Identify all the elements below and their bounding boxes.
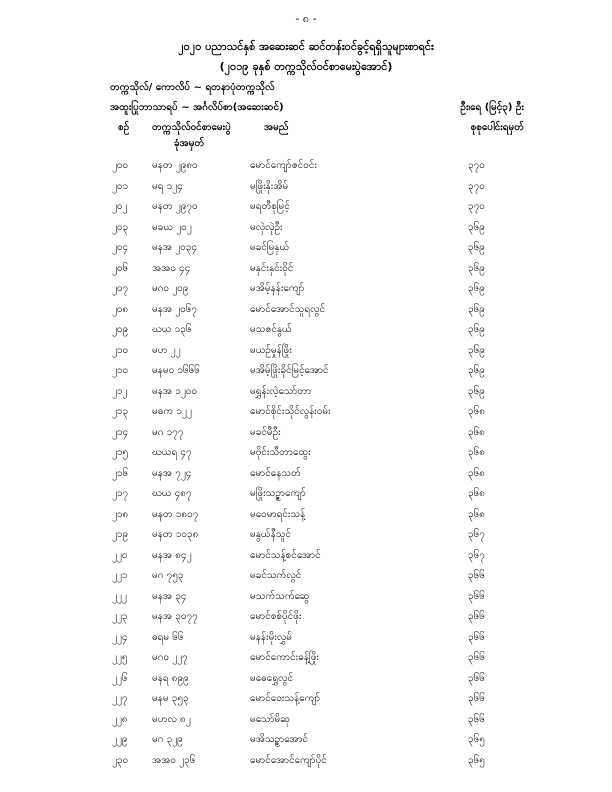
row-number: ၂၁၀ <box>112 344 129 356</box>
row-number: ၂၀၀ <box>112 160 129 171</box>
row-number: ၂၀၆ <box>112 262 129 274</box>
registration-number: ဃယရ ၄၇ <box>152 447 192 458</box>
total-score: ၃၆၅ <box>468 754 485 766</box>
total-score: ၃၆၇ <box>468 529 485 540</box>
student-name: မောင်သန့်စင်အောင် <box>250 549 321 561</box>
registration-number: အအ၀ ၂၃၆ <box>152 754 196 766</box>
total-score: ၃၆၆ <box>468 672 485 684</box>
registration-number: မဂ ၁၇၇ <box>152 426 184 438</box>
table-row <box>0 445 612 466</box>
registration-number: မရ ၁၂၄ <box>152 180 183 192</box>
registration-number: မနအ ၈၄၂ <box>152 549 192 561</box>
total-score: ၃၆၉ <box>468 344 485 356</box>
total-score: ၃၆၉ <box>468 242 485 253</box>
total-score: ၃၇၀ <box>468 180 485 192</box>
row-number: ၂၂၅ <box>112 652 128 663</box>
table-row <box>0 302 612 323</box>
results-table <box>0 158 612 773</box>
table-row <box>0 261 612 282</box>
total-score: ၃၆၆ <box>468 693 485 704</box>
student-name: မဖြိုးနိုးအိမ် <box>250 180 289 192</box>
table-row <box>0 384 612 405</box>
table-row <box>0 732 612 753</box>
total-score: ၃၆၈ <box>468 447 485 458</box>
registration-number: မဓက ၁၂၂ <box>152 406 192 417</box>
table-row <box>0 527 612 548</box>
student-name: မအိမ့်ဖြိုးခိုင်မြင့်အောင် <box>250 365 329 376</box>
row-number: ၂၁၅ <box>112 447 129 458</box>
student-name: မယဉ်မှုန်ဖြိုး <box>250 344 292 356</box>
total-score: ၃၆၉ <box>468 324 485 335</box>
registration-number: မဟလ ၈၂ <box>152 713 191 725</box>
registration-number: မနရ ၈၉၉ <box>152 672 189 684</box>
table-row <box>0 609 612 630</box>
student-name: မအိမ့်နန်းကျော် <box>250 283 305 294</box>
row-number: ၂၀၇ <box>112 283 129 294</box>
table-row <box>0 630 612 651</box>
row-number: ၂၀၄ <box>112 242 129 253</box>
registration-number: အအ၀ ၄၄ <box>152 262 191 274</box>
registration-number: မနအ ၁၂၀၀ <box>152 385 198 397</box>
student-name: မောင်နေသတ် <box>250 467 301 479</box>
total-score: ၃၆၉ <box>468 303 485 315</box>
student-name: မခင်သက်လွင် <box>250 570 302 581</box>
document-subtitle: (၂၀၁၉ ခုနှစ် တက္ကသိုလ်ဝင်စာမေးပွဲအောင်) <box>219 60 393 73</box>
registration-number: ဓရမ ၆၆ <box>152 631 184 643</box>
row-number: ၂၂၆ <box>112 672 128 684</box>
table-row <box>0 158 612 179</box>
table-row <box>0 568 612 589</box>
total-score: ၃၆၆ <box>468 611 485 622</box>
registration-number: မနအ ၂၀၆၇ <box>152 303 198 315</box>
table-row <box>0 179 612 200</box>
registration-number: မနအ ၂၀၃၄ <box>152 242 198 253</box>
registration-number: မခယ ၂၀၂ <box>152 221 192 233</box>
table-row <box>0 199 612 220</box>
registration-number: မဂ၀ ၂၂၇ <box>152 652 188 663</box>
student-name: မောင်စစ်ပိုင်ဖိုး <box>250 611 302 622</box>
row-number: ၂၀၂ <box>112 201 128 212</box>
student-name: မခင်မြနှယ် <box>250 242 290 253</box>
registration-number: မဂ ၃၂၉ <box>152 734 183 745</box>
row-number: ၂၁၉ <box>112 529 129 540</box>
student-name: မဖြိုးသဉ္ဇာကျော် <box>250 488 306 499</box>
student-name: မရွှန်းလဲ့သော်တာ <box>250 385 312 397</box>
table-row <box>0 548 612 569</box>
table-row <box>0 507 612 528</box>
table-row <box>0 363 612 384</box>
row-number: ၂၂၉ <box>112 734 128 745</box>
row-number: ၂၁၄ <box>112 426 129 438</box>
total-score: ၃၆၈ <box>468 467 485 479</box>
row-number: ၂၂၈ <box>112 713 128 725</box>
registration-number: ဃယ ၁၃၆ <box>152 324 192 335</box>
total-score: ၃၆၉ <box>468 385 485 397</box>
table-row <box>0 691 612 712</box>
student-name: မခင်မီဦး <box>250 426 281 438</box>
student-name: မသော်မိဆု <box>250 713 290 725</box>
total-score: ၃၆၆ <box>468 590 485 602</box>
total-score: ၃၇၀ <box>468 201 485 212</box>
student-name: မဝေမာရင်းသန့် <box>250 508 306 520</box>
row-number: ၂၃၀ <box>112 754 129 766</box>
row-number: ၂၂၇ <box>112 693 128 704</box>
row-number: ၂၁၃ <box>112 406 129 417</box>
table-row <box>0 589 612 610</box>
total-score: ၃၆၈ <box>468 406 485 417</box>
registration-number: မနတ ၂၉၈၀ <box>152 160 198 171</box>
row-number: ၂၂၂ <box>112 590 127 602</box>
student-name: မသဇင်နွယ် <box>250 324 292 335</box>
row-number: ၂၀၉ <box>112 324 129 335</box>
column-header-score: စုစုပေါင်းရမှတ် <box>470 122 524 133</box>
row-number: ၂၁၇ <box>112 488 129 499</box>
registration-number: မနအ ၃၀၇၇ <box>152 611 198 622</box>
registration-number: ဃယ ၄၈၇ <box>152 488 192 499</box>
row-number: ၂၀၈ <box>112 303 129 315</box>
table-row <box>0 712 612 733</box>
registration-number: မနအ ၃၄ <box>152 590 187 602</box>
major-line: အထူးပြုဘာသာရပ် ~ အင်္ဂလိပ်စာ(အဆေးဆင်) <box>110 102 284 113</box>
document-title: ၂၀၂၀ ပညာသင်နှစ် အဆေးဆင် ဆင်တန်းဝင်ခွင့်ရရှိသူများစာရင်း <box>178 40 434 53</box>
table-row <box>0 240 612 261</box>
total-score: ၃၆၈ <box>468 488 485 499</box>
registration-number: မဟ ၂၂ <box>152 344 181 356</box>
student-name: မောင်ကောင်းခန့်ဖြိုး <box>250 652 319 663</box>
student-name: မနှင်းနှင်းဝိုင် <box>250 262 294 274</box>
table-row <box>0 220 612 241</box>
student-name: မဓေရွှေလွင် <box>250 672 294 684</box>
row-number: ၂၁၀ <box>112 365 129 376</box>
student-name: မနွယ်နီသူင် <box>250 529 291 540</box>
table-row <box>0 650 612 671</box>
total-score: ၃၆၅ <box>468 734 485 745</box>
total-score: ၃၆၉ <box>468 365 485 376</box>
student-name: မလှဲလှဲဦး <box>250 221 283 233</box>
total-score: ၃၆၆ <box>468 570 485 581</box>
university-line: တက္ကသိုလ်/ ကောလိပ် ~ ရတနာပုံတက္ကသိုလ် <box>110 82 275 93</box>
table-row <box>0 281 612 302</box>
total-score: ၃၆၉ <box>468 283 485 294</box>
total-score: ၃၆၈ <box>468 508 485 520</box>
table-row <box>0 753 612 774</box>
student-name: မောင်အောင်ကျော်ပိုင် <box>250 754 327 766</box>
column-header-registration-sub: ခုံအမှတ် <box>174 138 205 149</box>
row-number: ၂၀၁ <box>112 180 129 192</box>
table-row <box>0 671 612 692</box>
registration-number: မနမ ၃၅၃ <box>152 693 189 704</box>
table-row <box>0 425 612 446</box>
student-name: မနန်းမိုးလွှမ် <box>250 631 292 643</box>
student-name: မသက်သက်ဆွေ <box>250 590 310 602</box>
column-header-registration: တက္ကသိုလ်ဝင်စာမေးပွဲ <box>152 122 231 133</box>
row-number: ၂၂၃ <box>112 611 128 622</box>
registration-number: မနမ၀ ၁၆၆၆ <box>152 365 200 376</box>
quota-line: ဦး၊ရေ (မြင့်၃) ဦး <box>460 102 524 113</box>
registration-number: မနတ ၁၈၀၇ <box>152 508 199 520</box>
total-score: ၃၆၈ <box>468 426 485 438</box>
row-number: ၂၂၀ <box>112 549 128 561</box>
student-name: မဗိုင်းသီတာထွေး <box>250 447 311 458</box>
table-row <box>0 404 612 425</box>
row-number: ၂၀၃ <box>112 221 129 233</box>
total-score: ၃၆၆ <box>468 631 485 643</box>
registration-number: မနအ ၇၂၄ <box>152 467 192 479</box>
registration-number: မဂ ၇၅၃ <box>152 570 184 581</box>
total-score: ၃၆၉ <box>468 262 485 274</box>
row-number: ၂၁၈ <box>112 508 129 520</box>
total-score: ၃၆၇ <box>468 549 485 561</box>
registration-number: မဂ၀ ၂၀၉ <box>152 283 189 294</box>
total-score: ၃၆၆ <box>468 652 485 663</box>
column-header-no: စဉ် <box>118 122 130 133</box>
total-score: ၃၇၀ <box>468 160 485 171</box>
row-number: ၂၂၁ <box>112 570 128 581</box>
page-number: - ၈ - <box>295 12 317 25</box>
column-header-name: အမည် <box>264 122 289 133</box>
student-name: မောင်စိုင်းသိုင်လွန်းဝမ်း <box>250 406 331 417</box>
student-name: မောင်အောင်သူရလွင် <box>250 303 326 315</box>
student-name: မောင်ဝေးသန့်ကျော် <box>250 693 321 704</box>
table-row <box>0 486 612 507</box>
student-name: မအိသဥ္စာအောင် <box>250 734 309 745</box>
student-name: မောင်ကျော်ဇင်ဝင်း <box>250 160 317 171</box>
row-number: ၂၂၄ <box>112 631 128 643</box>
table-row <box>0 322 612 343</box>
table-row <box>0 343 612 364</box>
registration-number: မနတ ၂၉၇၀ <box>152 201 198 212</box>
registration-number: မနတ ၁၀၃၈ <box>152 529 199 540</box>
total-score: ၃၆၉ <box>468 221 485 233</box>
table-row <box>0 466 612 487</box>
student-name: မရတီစုမြင့် <box>250 201 290 212</box>
row-number: ၂၁၆ <box>112 467 129 479</box>
total-score: ၃၆၆ <box>468 713 485 725</box>
row-number: ၂၁၂ <box>112 385 128 397</box>
